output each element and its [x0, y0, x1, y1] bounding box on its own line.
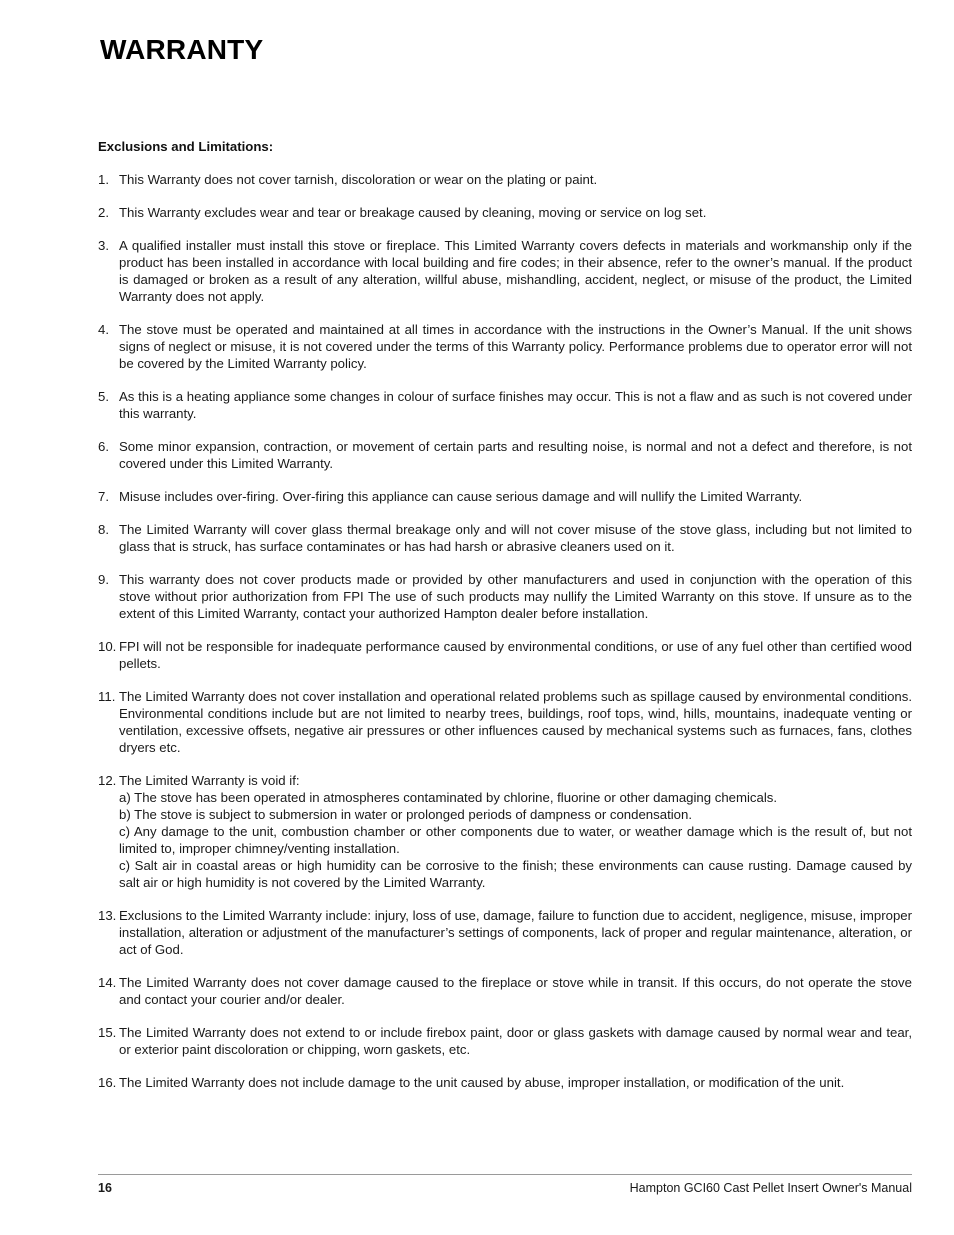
- sub-item: a) The stove has been operated in atmospheres contaminated by chlorine, fluorine or other damaging chemicals.: [119, 790, 778, 805]
- list-item: [98, 571, 912, 622]
- item-number: 13.: [98, 908, 117, 923]
- list-item: [98, 321, 912, 372]
- item-text: The stove must be operated and maintained at all times in accordance with the instructions in the Owner’s Manual. If the unit shows signs of neglect or misuse, it is not covered under the terms of this Warranty policy. Performance problems due to operator error will not be covered by the Limited Warranty policy.: [119, 322, 912, 371]
- list-item: [98, 171, 912, 188]
- item-number: 8.: [98, 522, 109, 537]
- item-text: FPI will not be responsible for inadequate performance caused by environmental conditions, or use of any fuel other than certified wood pellets.: [119, 639, 912, 671]
- item-number: 6.: [98, 439, 109, 454]
- item-number: 12.: [98, 773, 117, 788]
- list-item: [98, 907, 912, 958]
- exclusions-list: [98, 171, 912, 1107]
- item-text: The Limited Warranty does not cover installation and operational related problems such as spillage caused by environmental conditions. Environmental conditions include but are not limited to nearby trees, buildings, roof tops, wind, hills, mountains, inadequate venting or ventilation, excessive offsets, negative air pressures or other influences caused by mechanical systems such as furnaces, fans, clothes dryers etc.: [119, 689, 912, 755]
- item-number: 5.: [98, 389, 109, 404]
- item-text: Some minor expansion, contraction, or movement of certain parts and resulting noise, is normal and not a defect and therefore, is not covered under this Limited Warranty.: [119, 439, 912, 471]
- list-item: [98, 204, 912, 221]
- page-number: 16: [98, 1181, 112, 1195]
- list-item: [98, 1074, 912, 1091]
- item-text: This Warranty does not cover tarnish, discoloration or wear on the plating or paint.: [119, 172, 598, 187]
- page-title: WARRANTY: [100, 34, 264, 65]
- item-text: The Limited Warranty is void if:: [119, 773, 300, 788]
- list-item: [98, 974, 912, 1008]
- sub-item: c) Any damage to the unit, combustion chamber or other components due to water, or weather damage which is the result of, but not limited to, improper chimney/venting installation.: [119, 824, 912, 856]
- manual-title: Hampton GCI60 Cast Pellet Insert Owner's Manual: [629, 1181, 912, 1195]
- list-item: [98, 438, 912, 472]
- item-text: Exclusions to the Limited Warranty include: injury, loss of use, damage, failure to function due to accident, negligence, misuse, improper installation, alteration or adjustment of the manufacturer’s settings of components, lack of proper and regular maintenance, alteration, or act of God.: [119, 908, 912, 957]
- item-text: This Warranty excludes wear and tear or breakage caused by cleaning, moving or service on log set.: [119, 205, 707, 220]
- footer-divider: [98, 1174, 912, 1175]
- item-number: 7.: [98, 489, 109, 504]
- list-item: [98, 237, 912, 305]
- list-item: [98, 688, 912, 756]
- section-heading: Exclusions and Limitations:: [98, 139, 274, 154]
- item-number: 2.: [98, 205, 109, 220]
- item-text: Misuse includes over-firing. Over-firing this appliance can cause serious damage and will nullify the Limited Warranty.: [119, 489, 803, 504]
- list-item: [98, 1024, 912, 1058]
- item-text: The Limited Warranty does not cover damage caused to the fireplace or stove while in transit. If this occurs, do not operate the stove and contact your courier and/or dealer.: [119, 975, 912, 1007]
- item-text: The Limited Warranty does not include damage to the unit caused by abuse, improper installation, or modification of the unit.: [119, 1075, 845, 1090]
- list-item: [98, 388, 912, 422]
- item-number: 10.: [98, 639, 117, 654]
- item-number: 16.: [98, 1075, 117, 1090]
- item-number: 15.: [98, 1025, 117, 1040]
- item-number: 14.: [98, 975, 117, 990]
- item-text: The Limited Warranty will cover glass thermal breakage only and will not cover misuse of the stove glass, including but not limited to glass that is struck, has surface contaminates or has had harsh or abrasive cleaners used on it.: [119, 522, 912, 554]
- item-number: 1.: [98, 172, 109, 187]
- item-text: As this is a heating appliance some changes in colour of surface finishes may occur. This is not a flaw and as such is not covered under this warranty.: [119, 389, 912, 421]
- list-item: [98, 488, 912, 505]
- sub-item: b) The stove is subject to submersion in water or prolonged periods of dampness or condensation.: [119, 807, 692, 822]
- sub-item: c) Salt air in coastal areas or high humidity can be corrosive to the finish; these environments can cause rusting. Damage caused by salt air or high humidity is not covered by the Limited Warranty.: [119, 858, 912, 890]
- item-text: A qualified installer must install this stove or fireplace. This Limited Warranty covers defects in materials and workmanship only if the product has been installed in accordance with local building and fire codes; in their absence, refer to the owner’s manual. If the product is damaged or broken as a result of any alteration, willful abuse, mishandling, accident, neglect, or misuse of the product, the Limited Warranty does not apply.: [119, 238, 912, 304]
- item-text: The Limited Warranty does not extend to or include firebox paint, door or glass gaskets with damage caused by normal wear and tear, or exterior paint discoloration or chipping, worn gaskets, etc.: [119, 1025, 912, 1057]
- item-text: This warranty does not cover products made or provided by other manufacturers and used in conjunction with the operation of this stove without prior authorization from FPI The use of such products may nullify the Limited Warranty on this stove. If unsure as to the extent of this Limited Warranty, contact your authorized Hampton dealer before installation.: [119, 572, 912, 621]
- list-item: [98, 638, 912, 672]
- item-number: 4.: [98, 322, 109, 337]
- item-number: 3.: [98, 238, 109, 253]
- item-number: 9.: [98, 572, 109, 587]
- list-item: [98, 772, 912, 891]
- list-item: [98, 521, 912, 555]
- item-number: 11.: [98, 689, 116, 704]
